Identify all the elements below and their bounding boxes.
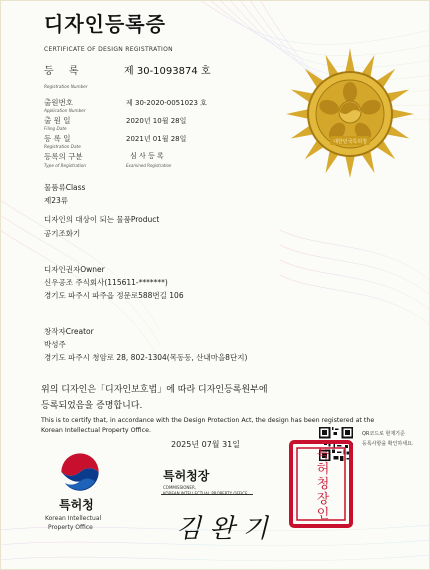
owner-address: 경기도 파주시 파주읍 정문로588번길 106 bbox=[44, 291, 184, 300]
class-label: 물품류Class bbox=[44, 183, 86, 192]
certificate-subtitle: CERTIFICATE OF DESIGN REGISTRATION bbox=[44, 46, 173, 53]
owner-name: 신우공조 주식회사(115611-*******) bbox=[44, 278, 168, 287]
svg-text:특허청장인: 특허청장인 bbox=[313, 446, 329, 522]
commissioner-signature bbox=[164, 505, 294, 545]
qr-note-line1: QR코드로 현재기준 bbox=[362, 431, 405, 437]
creator-name: 박성주 bbox=[44, 340, 66, 349]
svg-text:대한민국특허청: 대한민국특허청 bbox=[333, 139, 367, 145]
official-red-seal-icon bbox=[285, 436, 357, 532]
svg-text:김 완 기: 김 완 기 bbox=[176, 514, 268, 544]
kipo-name-en-line2: Property Office bbox=[48, 524, 93, 531]
certification-statement-line2: 등록되었음을 증명합니다. bbox=[41, 401, 143, 411]
application-number-label: 출원번호 bbox=[44, 98, 73, 107]
registration-label: 등 록 bbox=[44, 66, 85, 77]
certificate-title: 디자인등록증 bbox=[44, 12, 166, 36]
product-value: 공기조화기 bbox=[44, 229, 81, 238]
commissioner-underline bbox=[161, 494, 253, 495]
registration-date-value: 2021년 01월 28일 bbox=[126, 135, 187, 143]
filing-date-label-en: Filing Date bbox=[44, 126, 67, 131]
creator-label: 창작자Creator bbox=[44, 327, 94, 336]
kipo-emblem-icon bbox=[52, 444, 108, 500]
issue-date: 2025년 07월 31일 bbox=[171, 440, 240, 449]
filing-date-value: 2020년 10월 28일 bbox=[126, 117, 187, 125]
registration-type-value: 심 사 등 록 bbox=[130, 152, 164, 160]
creator-address: 경기도 파주시 청암로 28, 802-1304(목동동, 산내마을8단지) bbox=[44, 353, 248, 362]
certification-statement-line1: 위의 디자인은「디자인보호법」에 따라 디자인등록원부에 bbox=[41, 385, 268, 395]
commissioner-title: 특허청장 bbox=[163, 469, 210, 483]
registration-date-label: 등 록 일 bbox=[44, 134, 71, 143]
application-number-label-en: Application Number bbox=[44, 108, 86, 113]
gold-seal-icon bbox=[284, 48, 416, 180]
registration-label-en: Registration Number bbox=[44, 84, 88, 89]
kipo-name: 특허청 bbox=[59, 498, 94, 512]
owner-label: 디자인권자Owner bbox=[44, 265, 105, 274]
registration-number: 제 30-1093874 호 bbox=[124, 66, 211, 77]
registration-date-label-en: Registration Date bbox=[44, 144, 81, 149]
commissioner-title-en-line1: COMMISSIONER, bbox=[163, 485, 196, 490]
product-label: 디자인의 대상이 되는 물품Product bbox=[44, 215, 160, 224]
kipo-name-en-line1: Korean Intellectual bbox=[45, 515, 102, 522]
registration-type-label: 등록의 구분 bbox=[44, 152, 83, 161]
certification-statement-english-line1: This is to certify that, in accordance with the Design Protection Act, the design has been registered at the bbox=[41, 417, 375, 424]
class-value: 제23류 bbox=[44, 196, 69, 205]
registration-type-label-en: Type of Registration bbox=[44, 163, 87, 168]
registration-type-value-en: Examined Registration bbox=[126, 163, 172, 168]
application-number-value: 제 30-2020-0051023 호 bbox=[126, 99, 207, 107]
filing-date-label: 출 원 일 bbox=[44, 116, 71, 125]
qr-note-line2: 등록사항을 확인하세요. bbox=[362, 441, 414, 447]
certification-statement-english-line2: Korean Intellectual Property Office. bbox=[41, 427, 151, 434]
